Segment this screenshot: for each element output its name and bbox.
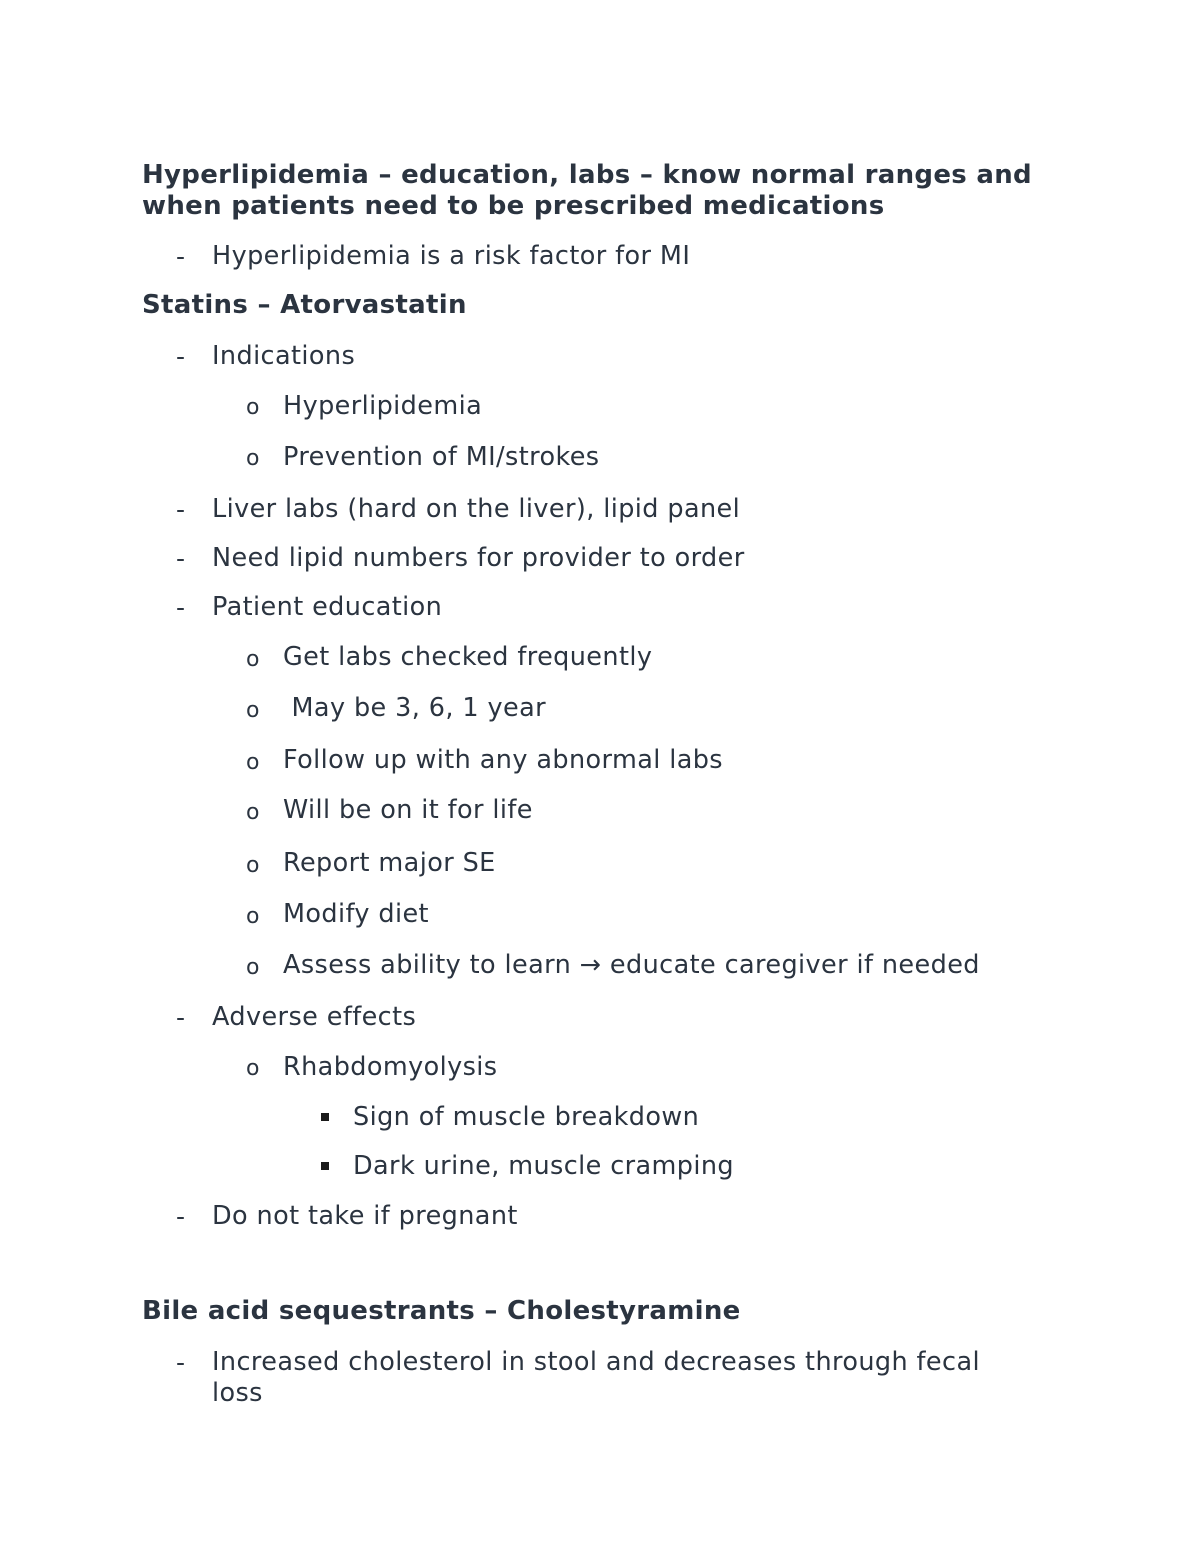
circle-bullet: o	[246, 904, 260, 929]
circle-bullet: o	[246, 1056, 260, 1081]
list-subitem: Assess ability to learn → educate caregiver if needed	[283, 950, 980, 980]
list-item-indications: Indications	[212, 341, 356, 371]
list-subitem: Hyperlipidemia	[283, 391, 483, 421]
circle-bullet: o	[246, 698, 260, 723]
circle-bullet: o	[246, 853, 260, 878]
square-bullet	[321, 1162, 329, 1170]
list-subitem: Will be on it for life	[283, 795, 533, 825]
circle-bullet: o	[246, 446, 260, 471]
section-heading-statins: Statins – Atorvastatin	[142, 290, 467, 320]
list-item-adverse-effects: Adverse effects	[212, 1002, 417, 1032]
dash-bullet: -	[176, 495, 186, 524]
list-item-liver-labs: Liver labs (hard on the liver), lipid panel	[212, 494, 741, 524]
dash-bullet: -	[176, 1003, 186, 1032]
circle-bullet: o	[246, 647, 260, 672]
square-bullet	[321, 1113, 329, 1121]
dash-bullet: -	[176, 1202, 186, 1231]
circle-bullet: o	[246, 395, 260, 420]
list-item: Hyperlipidemia is a risk factor for MI	[212, 241, 691, 271]
circle-bullet: o	[246, 800, 260, 825]
list-subitem: Rhabdomyolysis	[283, 1052, 498, 1082]
list-subitem: May be 3, 6, 1 year	[283, 693, 547, 723]
circle-bullet: o	[246, 750, 260, 775]
dash-bullet: -	[176, 1348, 186, 1377]
list-subitem: Prevention of MI/strokes	[283, 442, 600, 472]
dash-bullet: -	[176, 342, 186, 371]
list-item-lipid-numbers: Need lipid numbers for provider to order	[212, 543, 745, 573]
dash-bullet: -	[176, 593, 186, 622]
list-subitem: Report major SE	[283, 848, 496, 878]
list-subitem: Get labs checked frequently	[283, 642, 653, 672]
list-subitem: Follow up with any abnormal labs	[283, 745, 723, 775]
section-heading-hyperlipidemia: Hyperlipidemia – education, labs – know normal ranges and when patients need to be prescribed medications	[142, 160, 1042, 221]
dash-bullet: -	[176, 242, 186, 271]
dash-bullet: -	[176, 544, 186, 573]
list-item-patient-education: Patient education	[212, 592, 443, 622]
section-heading-bile-acid: Bile acid sequestrants – Cholestyramine	[142, 1296, 741, 1326]
circle-bullet: o	[246, 955, 260, 980]
list-subsubitem: Dark urine, muscle cramping	[353, 1151, 734, 1181]
list-subitem: Modify diet	[283, 899, 429, 929]
list-item: Increased cholesterol in stool and decreases through fecal loss	[212, 1347, 989, 1408]
list-subsubitem: Sign of muscle breakdown	[353, 1102, 700, 1132]
list-item-pregnant: Do not take if pregnant	[212, 1201, 518, 1231]
